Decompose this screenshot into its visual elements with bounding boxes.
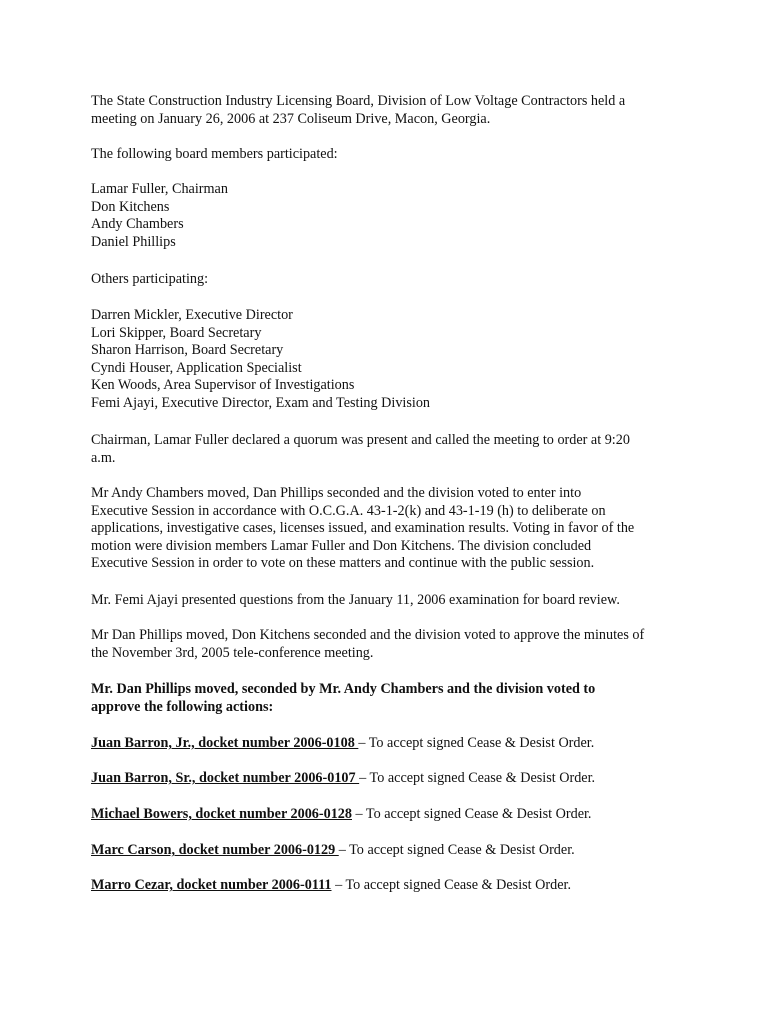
board-member: Lamar Fuller, Chairman	[91, 181, 228, 197]
quorum-paragraph	[91, 432, 691, 467]
exam-review-paragraph: Mr. Femi Ajayi presented questions from the January 11, 2006 examination for board review.	[91, 592, 620, 608]
action-text: – To accept signed Cease & Desist Order.	[352, 806, 592, 822]
minutes-approval-paragraph	[91, 627, 691, 662]
others-heading: Others participating:	[91, 271, 209, 287]
action-docket-name: Juan Barron, Sr., docket number 2006-0107	[91, 770, 360, 786]
action-text: – To accept signed Cease & Desist Order.	[338, 842, 575, 858]
executive-session-line: Executive Session in order to vote on these matters and continue with the public session.	[91, 555, 595, 572]
actions-motion-paragraph	[91, 681, 691, 716]
action-item	[91, 735, 691, 753]
actions-motion-line: approve the following actions:	[91, 698, 274, 715]
action-item	[91, 842, 691, 860]
executive-session-paragraph	[91, 485, 691, 573]
board-heading: The following board members participated:	[91, 146, 338, 162]
executive-session-line: Mr Andy Chambers moved, Dan Phillips seconded and the division voted to enter into	[91, 485, 582, 501]
action-text: – To accept signed Cease & Desist Order.	[359, 770, 596, 786]
intro-paragraph	[91, 93, 691, 128]
quorum-line: Chairman, Lamar Fuller declared a quorum was present and called the meeting to order at 9:20	[91, 432, 630, 448]
board-member: Don Kitchens	[91, 198, 170, 215]
intro-line: meeting on January 26, 2006 at 237 Coliseum Drive, Macon, Georgia.	[91, 110, 491, 127]
board-member: Andy Chambers	[91, 216, 184, 233]
participant: Sharon Harrison, Board Secretary	[91, 342, 284, 359]
participant: Cyndi Houser, Application Specialist	[91, 359, 302, 376]
quorum-line: a.m.	[91, 449, 116, 466]
actions-motion-line: Mr. Dan Phillips moved, seconded by Mr. Andy Chambers and the division voted to	[91, 681, 596, 697]
minutes-line: Mr Dan Phillips moved, Don Kitchens seconded and the division voted to approve the minutes of	[91, 627, 645, 643]
action-docket-name: Juan Barron, Jr., docket number 2006-0108	[91, 735, 359, 751]
others-list	[91, 307, 691, 413]
action-docket-name: Marc Carson, docket number 2006-0129	[91, 842, 339, 858]
action-item	[91, 877, 691, 895]
participant: Darren Mickler, Executive Director	[91, 307, 293, 323]
board-member: Daniel Phillips	[91, 233, 176, 250]
participant: Ken Woods, Area Supervisor of Investigations	[91, 377, 355, 394]
minutes-line: the November 3rd, 2005 tele-conference meeting.	[91, 644, 374, 661]
action-item	[91, 806, 691, 824]
action-docket-name: Michael Bowers, docket number 2006-0128	[91, 806, 352, 822]
executive-session-line: motion were division members Lamar Fuller and Don Kitchens. The division concluded	[91, 537, 592, 554]
action-item	[91, 770, 691, 788]
executive-session-line: Executive Session in accordance with O.C.G.A. 43-1-2(k) and 43-1-19 (h) to deliberate on	[91, 502, 606, 519]
participant: Lori Skipper, Board Secretary	[91, 324, 262, 341]
action-docket-name: Marro Cezar, docket number 2006-0111	[91, 877, 332, 893]
executive-session-line: applications, investigative cases, licenses issued, and examination results. Voting in favor of the	[91, 520, 635, 537]
intro-line: The State Construction Industry Licensing Board, Division of Low Voltage Contractors held a	[91, 93, 626, 109]
action-text: – To accept signed Cease & Desist Order.	[331, 877, 571, 893]
action-text: – To accept signed Cease & Desist Order.	[358, 735, 595, 751]
participant: Femi Ajayi, Executive Director, Exam and Testing Division	[91, 394, 431, 411]
board-members-list	[91, 181, 691, 251]
